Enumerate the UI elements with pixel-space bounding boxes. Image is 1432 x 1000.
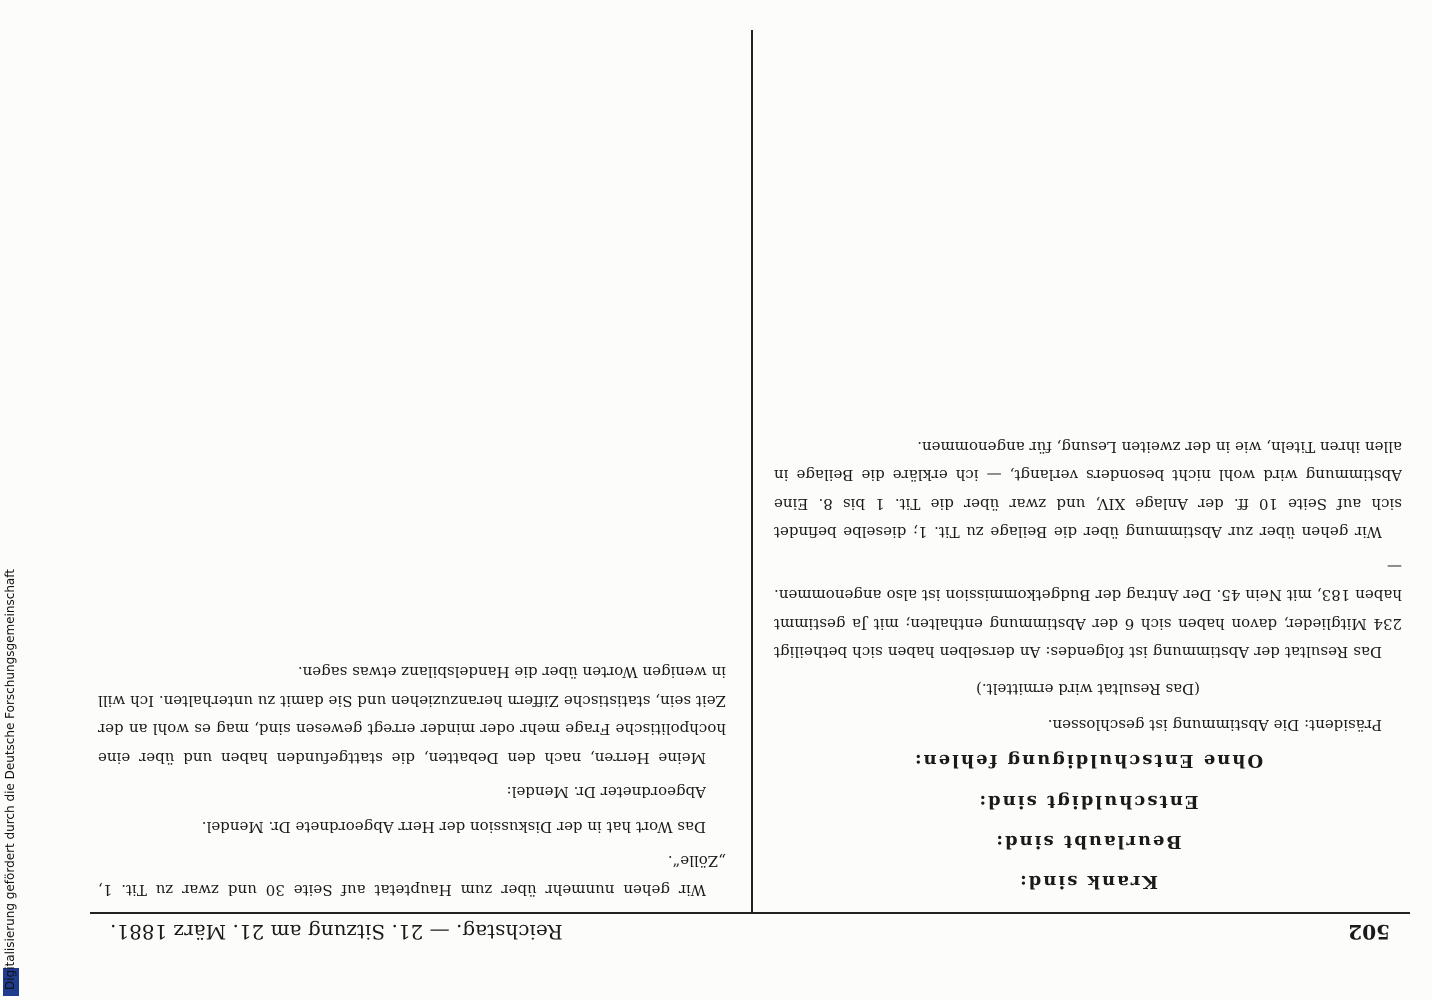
continuation-text: Wir gehen über zur Abstimmung über die Beilage zu Tit. 1; dieselbe befindet sich auf Seite 10 ff. der Anlage XIV, und zwar über die Tit. 1 bis 8. Eine Abstimmung wird wohl nicht besonders verlangt, — ich erkläre die Beilage in allen ihren Titeln, wie in der zweiten Lesung, für angenommen.	[774, 437, 1402, 542]
speaker-name: Abgeordneter Dr. Mendel:	[506, 783, 706, 802]
column-divider	[751, 30, 753, 912]
president-line: Präsident: Die Abstimmung ist geschlossen.	[1047, 716, 1382, 735]
left-column	[774, 30, 1402, 904]
speech-text: Meine Herren, nach den Debatten, die stattgefunden haben und über eine hochpolitische Frage mehr oder minder erregt gewesen sind, mag es wohl an der Zeit sein, statistische Ziffern heranzuziehen und Sie damit zu unterhalten. Ich will in wenigen Worten über die Handelsbilanz etwas sagen.	[98, 663, 726, 767]
rotated-page	[90, 30, 1410, 960]
section-on-leave: Beurlaubt sind:	[994, 830, 1182, 852]
result-line: (Das Resultat wird ermittelt.)	[976, 679, 1201, 698]
page-number: 502	[1348, 920, 1390, 944]
opening-text: Wir gehen nunmehr über zum Hauptetat auf Seite 30 und zwar zu Tit. 1, „Zölle“.	[98, 852, 726, 899]
section-absent: Krank sind:	[1018, 871, 1158, 892]
digitization-credit	[0, 0, 22, 1000]
section-excused: Entschuldigt sind:	[977, 790, 1199, 812]
credit-text: Digitalisierung gefördert durch die Deutsche Forschungsgemeinschaft	[3, 568, 17, 990]
speaker-text: Das Wort hat in der Diskussion der Herr Abgeordnete Dr. Mendel.	[201, 818, 706, 836]
section-unexcused: Ohne Entschuldigung fehlen:	[912, 750, 1264, 772]
running-title: Reichstag. — 21. Sitzung am 21. März 1881.	[110, 920, 563, 944]
page-header	[90, 912, 1410, 960]
right-column	[98, 30, 726, 904]
result-text: Das Resultat der Abstimmung ist folgendes: An derselben haben sich betheiligt 234 Mitglieder, davon haben sich 6 der Abstimmung enthalten; mit Ja gestimmt haben 183, mit Nein 45. Der Antrag der Budgetkommission ist also angenommen. —	[774, 557, 1402, 662]
